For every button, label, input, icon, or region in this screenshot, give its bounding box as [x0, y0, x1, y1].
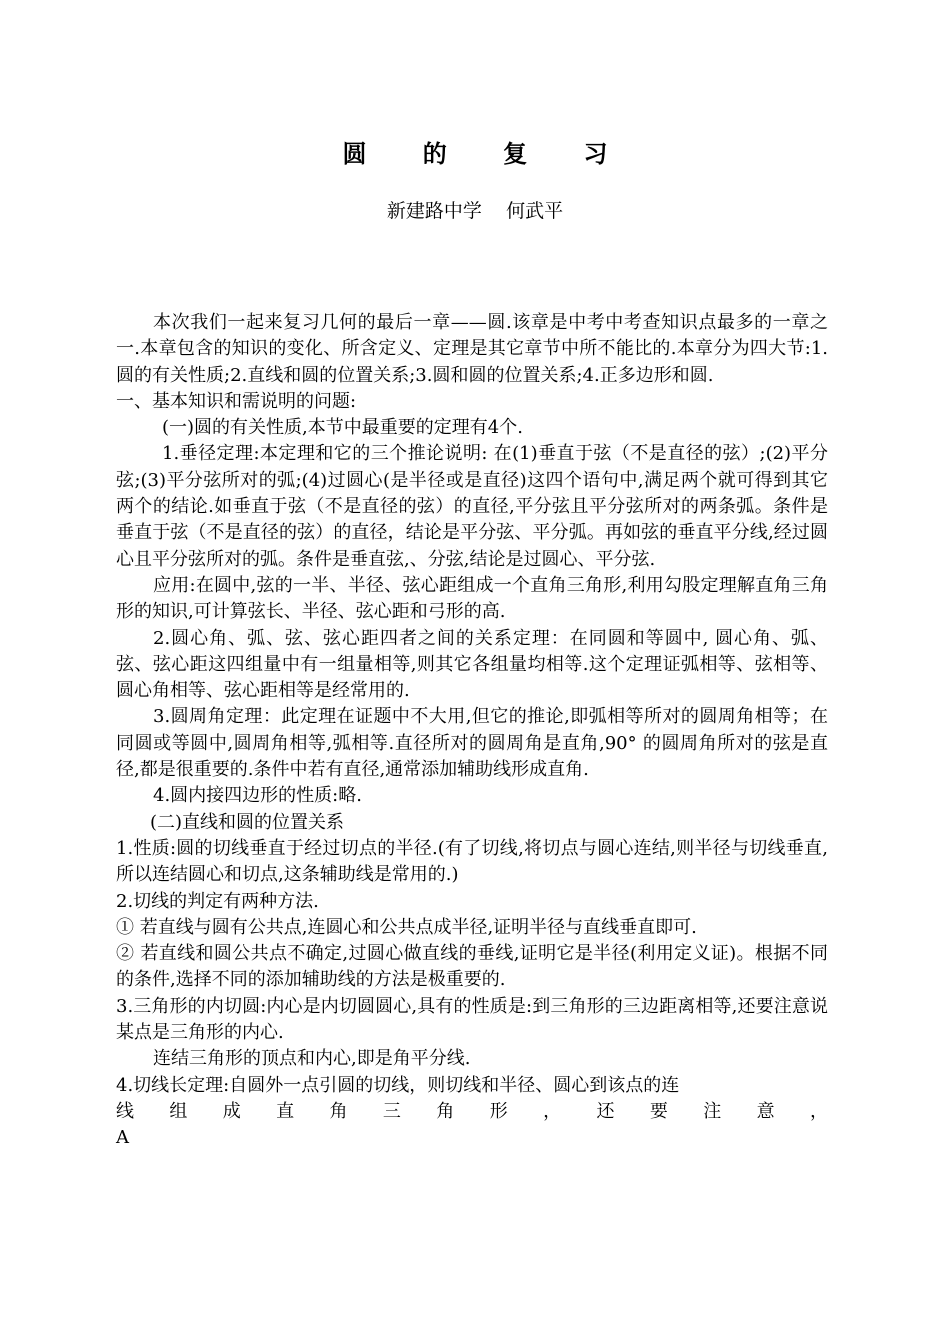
document-body — [116, 310, 828, 1152]
list-paragraph: ② 若直线和圆公共点不确定,过圆心做直线的垂线,证明它是半径(利用定义证)。根据不同的条件,选择不同的添加辅助线的方法是极重要的. — [116, 943, 828, 991]
theorem-paragraph: 1.垂径定理:本定理和它的三个推论说明: 在(1)垂直于弦（不是直径的弦）;(2)平分弦;(3)平分弦所对的弧;(4)过圆心(是半径或是直径)这四个语句中,满足两个就可得到其它两个的结论.如垂直于弦（不是直径的弦）的直径,平分弦且平分弦所对的两条弧。条件是垂直于弦（不是直径的弦）的直径，结论是平分弦、平分弧。再如弦的垂直平分线,经过圆心且平分弦所对的弧。条件是垂直弦,、分弦,结论是过圆心、平分弦. — [116, 443, 828, 570]
note-paragraph: 连结三角形的顶点和内心,即是角平分线. — [153, 1048, 471, 1070]
theorem-paragraph: 2.圆心角、弧、弦、弦心距四者之间的关系定理：在同圆和等圆中, 圆心角、弧、弦、弦心距这四组量中有一组量相等,则其它各组量均相等.这个定理证弧相等、弦相等、圆心角相等、弦心距相等是经常用的. — [116, 627, 828, 702]
spread-line: 线组成直角三角形，还要注意， — [116, 1100, 828, 1122]
document-author: 新建路中学 何武平 — [386, 200, 564, 222]
theorem-paragraph: 4.圆内接四边形的性质:略. — [153, 785, 362, 807]
list-paragraph: 3.三角形的内切圆:内心是内切圆圆心,具有的性质是:到三角形的三边距离相等,还要注意说某点是三角形的内心. — [116, 995, 828, 1044]
trailing-text: A — [116, 1127, 129, 1149]
application-paragraph: 应用:在圆中,弦的一半、半径、弦心距组成一个直角三角形,利用勾股定理解直角三角形的知识,可计算弦长、半径、弦心距和弓形的高. — [116, 574, 828, 623]
list-paragraph: ① 若直线与圆有公共点,连圆心和公共点成半径,证明半径与直线垂直即可. — [116, 916, 697, 938]
list-paragraph: 2.切线的判定有两种方法. — [116, 890, 319, 912]
list-paragraph: 1.性质:圆的切线垂直于经过切点的半径.(有了切线,将切点与圆心连结,则半径与切线垂直,所以连结圆心和切点,这条辅助线是常用的.) — [116, 837, 828, 886]
section-heading: 一、基本知识和需说明的问题: — [116, 390, 357, 412]
document-title: 圆 的 复 习 — [342, 139, 632, 168]
theorem-paragraph: 3.圆周角定理：此定理在证题中不大用,但它的推论,即弧相等所对的圆周角相等；在同圆或等圆中,圆周角相等,弧相等.直径所对的圆周角是直角,90° 的圆周角所对的弦是直径,都是很重要的.条件中若有直径,通常添加辅助线形成直角. — [116, 706, 828, 781]
list-paragraph: 4.切线长定理:自圆外一点引圆的切线，则切线和半径、圆心到该点的连 — [116, 1074, 680, 1096]
intro-paragraph: 本次我们一起来复习几何的最后一章——圆.该章是中考中考查知识点最多的一章之一.本章包含的知识的变化、所含定义、定理是其它章节中所不能比的.本章分为四大节:1.圆的有关性质;2.直线和圆的位置关系;3.圆和圆的位置关系;4.正多边形和圆. — [116, 312, 828, 386]
subsection-heading: (一)圆的有关性质,本节中最重要的定理有4个. — [162, 417, 523, 439]
subsection-heading: (二)直线和圆的位置关系 — [150, 811, 345, 833]
